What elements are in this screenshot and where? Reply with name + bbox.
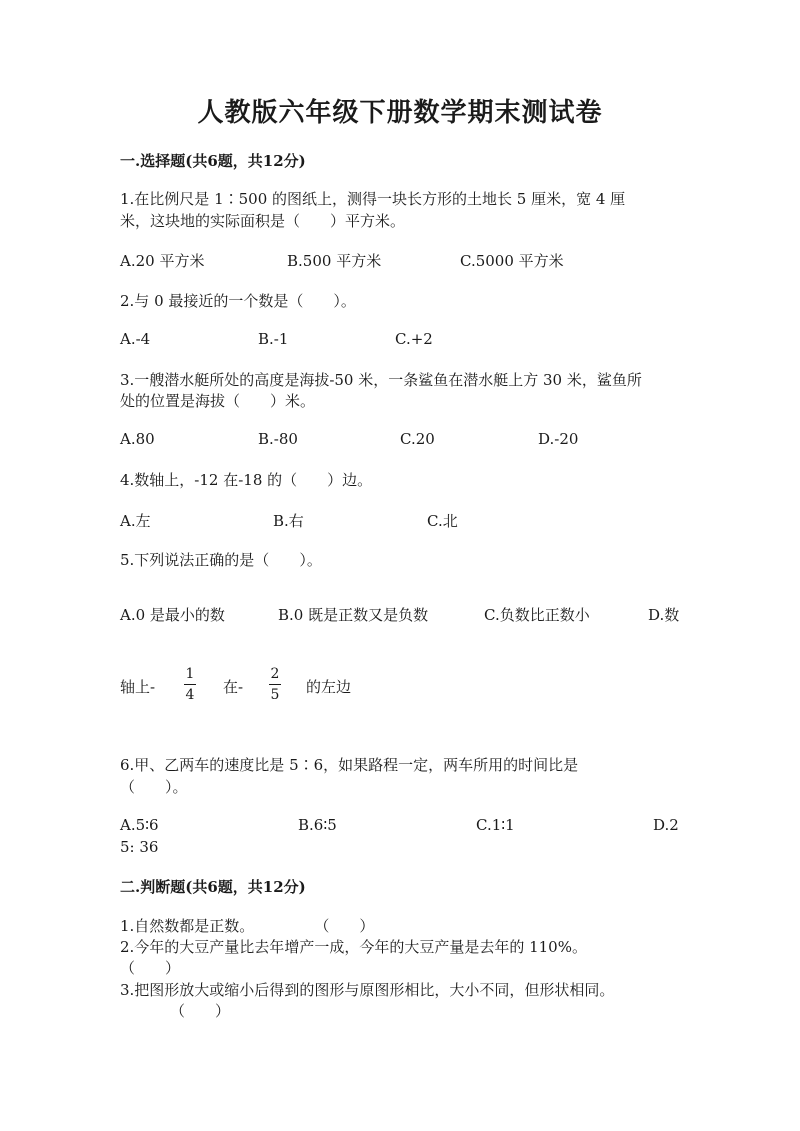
section-heading-judgement: 二.判断题(共6题，共12分)	[120, 878, 306, 896]
q5-option-d-cont-b: 在-	[223, 678, 244, 696]
j2-text-line2: （ ）	[120, 959, 181, 977]
q5-option-b: B.0 既是正数又是负数	[278, 606, 429, 624]
q1-option-b: B.500 平方米	[287, 252, 382, 270]
fraction-one-quarter	[184, 666, 196, 703]
j1-text: 1.自然数都是正数。 （ ）	[120, 917, 375, 935]
j2-text-line1: 2.今年的大豆产量比去年增产一成，今年的大豆产量是去年的 110%。	[120, 938, 587, 956]
q4-option-b: B.右	[273, 512, 304, 530]
q6-option-a: A.5∶6	[120, 816, 159, 834]
q5-option-d-cont-a: 轴上-	[120, 678, 156, 696]
section-heading-choice: 一.选择题(共6题，共12分)	[120, 152, 306, 170]
fraction-bar	[184, 684, 196, 685]
fraction-bar	[269, 684, 281, 685]
q6-option-b: B.6∶5	[298, 816, 337, 834]
q3-text-line1: 3.一艘潜水艇所处的高度是海拔-50 米，一条鲨鱼在潜水艇上方 30 米，鲨鱼所	[120, 371, 642, 389]
q5-text: 5.下列说法正确的是（ ）。	[120, 551, 322, 569]
q6-option-d: D.2	[653, 816, 679, 834]
q6-text-line1: 6.甲、乙两车的速度比是 5∶6，如果路程一定，两车所用的时间比是	[120, 756, 579, 774]
q6-text-line2: （ ）。	[120, 778, 188, 796]
q1-text-line2: 米，这块地的实际面积是（ ）平方米。	[120, 212, 406, 230]
q1-option-c: C.5000 平方米	[460, 252, 564, 270]
q2-option-b: B.-1	[258, 330, 289, 348]
q4-option-a: A.左	[120, 512, 151, 530]
q5-option-d-cont-c: 的左边	[306, 678, 352, 696]
fraction-numerator: 1	[185, 666, 195, 682]
q3-option-a: A.80	[120, 430, 155, 448]
fraction-denominator: 4	[185, 687, 195, 703]
fraction-denominator: 5	[270, 687, 280, 703]
q2-option-c: C.+2	[395, 330, 433, 348]
j3-text-line2: （ ）	[170, 1002, 231, 1020]
q4-text: 4.数轴上，-12 在-18 的（ ）边。	[120, 471, 373, 489]
q6-option-c: C.1∶1	[476, 816, 515, 834]
q5-option-c: C.负数比正数小	[484, 606, 590, 624]
q1-text-line1: 1.在比例尺是 1∶500 的图纸上，测得一块长方形的土地长 5 厘米，宽 4 厘	[120, 190, 626, 208]
q4-option-c: C.北	[427, 512, 458, 530]
q3-option-b: B.-80	[258, 430, 298, 448]
fraction-two-fifths	[269, 666, 281, 703]
q1-option-a: A.20 平方米	[120, 252, 205, 270]
fraction-numerator: 2	[270, 666, 280, 682]
q3-option-d: D.-20	[538, 430, 579, 448]
document-title: 人教版六年级下册数学期末测试卷	[197, 98, 603, 128]
q2-option-a: A.-4	[120, 330, 151, 348]
q3-text-line2: 处的位置是海拔（ ）米。	[120, 392, 316, 410]
q2-text: 2.与 0 最接近的一个数是（ ）。	[120, 292, 356, 310]
q5-option-a: A.0 是最小的数	[120, 606, 225, 624]
j3-text-line1: 3.把图形放大或缩小后得到的图形与原图形相比，大小不同，但形状相同。	[120, 981, 615, 999]
q5-option-d: D.数	[648, 606, 680, 624]
q3-option-c: C.20	[400, 430, 435, 448]
q6-option-d-cont: 5: 36	[120, 838, 159, 856]
